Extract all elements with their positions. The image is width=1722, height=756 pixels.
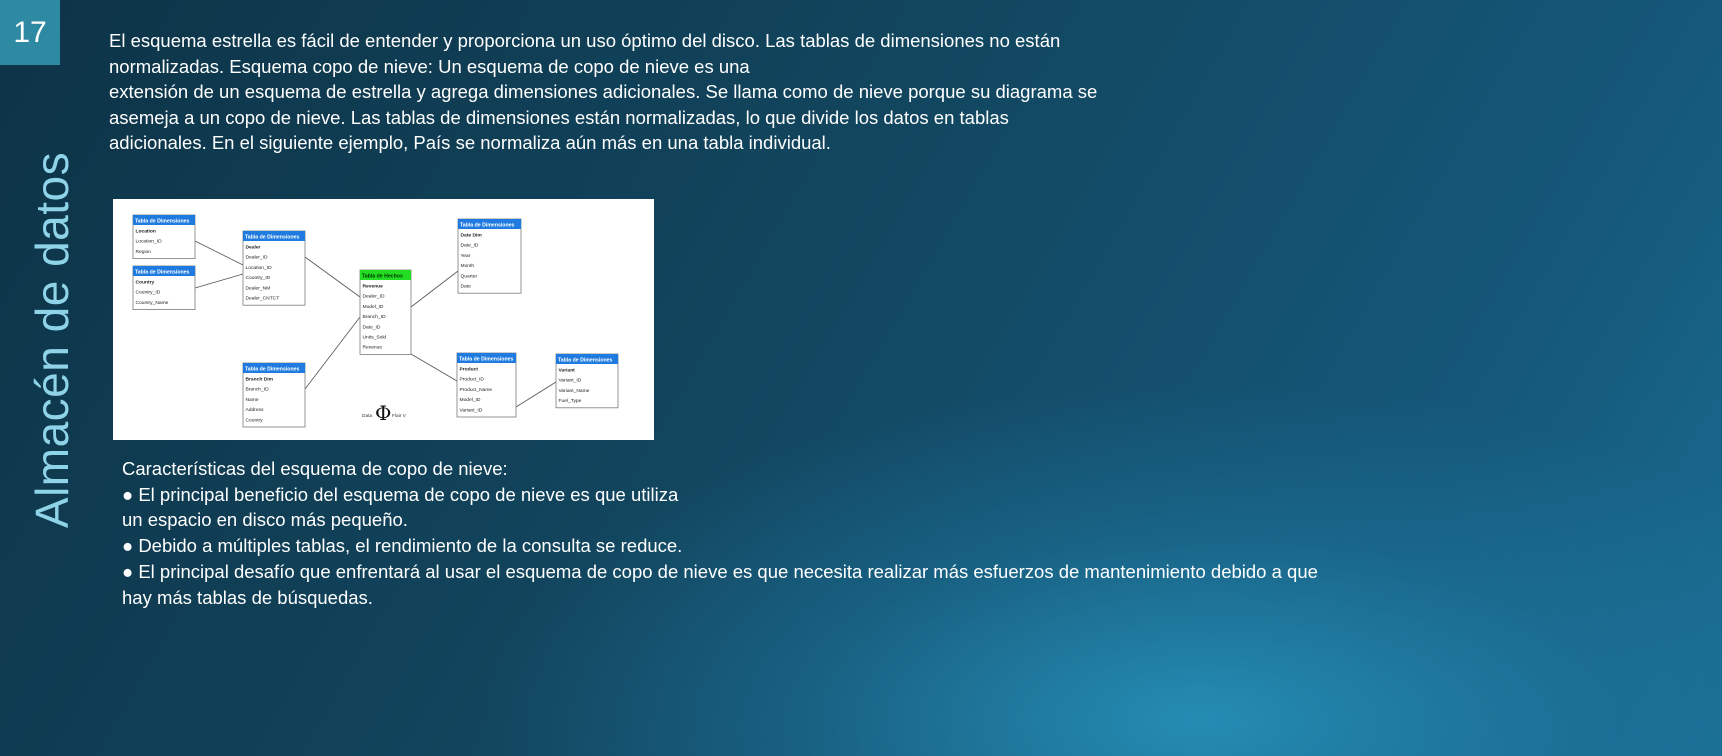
intro-line: extensión de un esquema de estrella y agrega dimensiones adicionales. Se llama como de nieve porque su diagrama se (109, 81, 1098, 102)
table-field: Date_ID (362, 325, 381, 331)
table-field: Region (135, 249, 151, 255)
table-field: Country_ID (245, 276, 271, 282)
features-list (122, 456, 1422, 610)
table-field: Dealer_NM (245, 286, 271, 292)
watermark-phi-icon: Φ (375, 401, 392, 425)
schema-table-branch (243, 363, 305, 427)
intro-line: El esquema estrella es fácil de entender y proporciona un uso óptimo del disco. Las tablas de dimensiones no están (109, 30, 1061, 51)
table-field: Product (459, 367, 478, 373)
table-field: Revenue (362, 284, 383, 290)
table-field: Variant_Name (558, 388, 590, 394)
table-header-label: Tabla de Hechos (362, 273, 403, 280)
table-field: Variant_ID (459, 408, 483, 414)
table-field: Location (135, 229, 156, 235)
table-field: Country_ID (135, 290, 161, 296)
table-field: Country (245, 418, 263, 424)
table-field: Location_ID (245, 265, 272, 271)
table-field: Variant_ID (558, 378, 582, 384)
diagram-canvas (113, 199, 654, 440)
table-header-label: Tabla de Dimensiones (245, 366, 300, 373)
intro-line: adicionales. En el siguiente ejemplo, País se normaliza aún más en una tabla individual. (109, 132, 831, 153)
table-field: Revenue (362, 345, 383, 351)
connector-line (195, 241, 243, 265)
table-field: Dealer (245, 245, 261, 251)
slide-title: Almacén de datos (26, 151, 78, 529)
features-heading: Características del esquema de copo de nieve: (122, 458, 508, 479)
table-field: Quarter (460, 274, 478, 280)
schema-table-fact (360, 270, 411, 354)
feature-line: hay más tablas de búsquedas. (122, 586, 373, 608)
snowflake-schema-diagram (113, 199, 654, 440)
watermark-text-left: Data (362, 414, 373, 419)
table-header-label: Tabla de Dimensiones (135, 218, 190, 225)
table-field: Branch_ID (362, 315, 386, 321)
feature-line: ● El principal desafío que enfrentará al usar el esquema de copo de nieve es que necesita realizar más esfuerzos de mantenimiento debido a que (122, 560, 1318, 582)
table-field: Model_ID (459, 398, 481, 404)
table-field: Dealer_CNTCT (245, 296, 280, 302)
table-header-label: Tabla de Dimensiones (135, 269, 190, 276)
table-field: Branch Dim (245, 377, 273, 383)
table-field: Dealer_ID (362, 294, 385, 300)
table-header-label: Tabla de Dimensiones (245, 234, 300, 241)
table-field: Address (245, 408, 264, 414)
connector-line (305, 317, 360, 389)
table-field: Variant (558, 368, 575, 374)
table-field: Date (460, 284, 471, 290)
slide-number: 17 (0, 0, 60, 65)
table-field: Product_Name (459, 387, 493, 393)
table-field: Date_ID (460, 243, 479, 249)
schema-table-location (133, 215, 195, 259)
table-field: Branch_ID (245, 387, 269, 393)
connector-line (411, 354, 457, 381)
feature-line: ● Debido a múltiples tablas, el rendimiento de la consulta se reduce. (122, 535, 683, 557)
watermark-text-right: Flair V (392, 414, 406, 419)
schema-table-product (457, 353, 516, 417)
table-field: Month (460, 264, 475, 270)
connector-line (195, 274, 243, 288)
table-field: Units_Sold (362, 335, 387, 341)
intro-line: asemeja a un copo de nieve. Las tablas de dimensiones están normalizadas, lo que divide los datos en tablas (109, 106, 1009, 128)
table-field: Model_ID (362, 304, 384, 310)
table-field: Product_ID (459, 377, 484, 383)
table-field: Date Dim (460, 233, 482, 239)
table-header-label: Tabla de Dimensiones (460, 222, 515, 229)
intro-line: normalizadas. Esquema copo de nieve: Un esquema de copo de nieve es una (109, 55, 750, 77)
intro-paragraph (109, 28, 1169, 156)
feature-line: ● El principal beneficio del esquema de copo de nieve es que utiliza (122, 483, 679, 505)
table-field: Dealer_ID (245, 255, 268, 261)
connector-line (516, 382, 556, 407)
table-field: Name (245, 397, 259, 403)
schema-table-date (458, 219, 521, 293)
connector-line (411, 271, 458, 307)
table-field: Fuel_Type (558, 399, 582, 405)
table-field: Country (135, 280, 155, 286)
connector-line (305, 257, 360, 297)
schema-table-dealer (243, 231, 305, 305)
schema-table-variant (556, 354, 618, 408)
table-field: Country_Name (135, 300, 169, 306)
table-field: Year (460, 253, 471, 259)
table-field: Location_ID (135, 239, 162, 245)
feature-line: un espacio en disco más pequeño. (122, 509, 408, 531)
table-header-label: Tabla de Dimensiones (558, 357, 613, 364)
schema-table-country (133, 266, 195, 310)
table-header-label: Tabla de Dimensiones (459, 356, 514, 363)
